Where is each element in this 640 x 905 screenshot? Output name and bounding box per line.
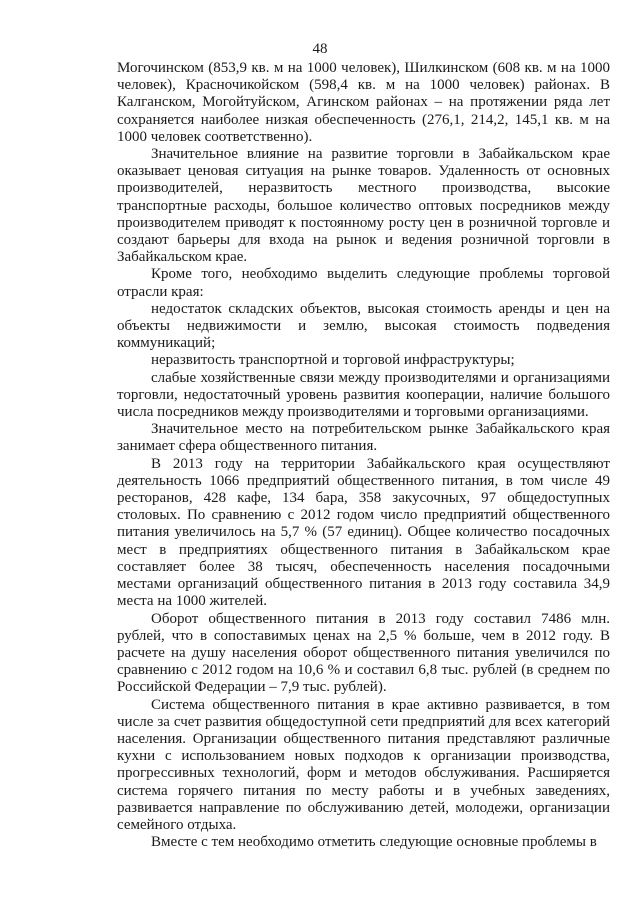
list-item: недостаток складских объектов, высокая стоимость аренды и цен на объекты недвижимости и землю, высокая стоимость подведения коммуникаций; [117, 300, 610, 352]
paragraph: Кроме того, необходимо выделить следующие проблемы торговой отрасли края: [117, 266, 610, 300]
list-item: слабые хозяйственные связи между производителями и организациями торговли, недостаточный уровень развития кооперации, наличие большого числа посредников между производителями и торговыми организациями. [117, 369, 610, 421]
list-item: неразвитость транспортной и торговой инфраструктуры; [151, 352, 515, 369]
paragraph: В 2013 году на территории Забайкальского края осуществляют деятельность 1066 предприятий общественного питания, в том числе 49 ресторанов, 428 кафе, 134 бара, 358 закусочных, 97 общедоступных столовых. По сравнению с 2012 годом число предприятий общественного питания увеличилось на 5,7 % (57 единиц). Общее количество посадочных мест в предприятиях общественного питания в Забайкальском крае составляет более 38 тысяч, обеспеченность населения посадочными местами организаций общественного питания в 2013 году составила 34,9 места на 1000 жителей. [117, 455, 610, 610]
paragraph: Могочинском (853,9 кв. м на 1000 человек), Шилкинском (608 кв. м на 1000 человек), Красночикойском (598,4 кв. м на 1000 человек) районах. В Калганском, Могойтуйском, Агинском районах – на протяжении ряда лет сохраняется наиболее низкая обеспеченность (276,1, 214,2, 145,1 кв. м на 1000 человек соответственно). [117, 60, 610, 145]
body-text [117, 60, 610, 851]
paragraph: Вместе с тем необходимо отметить следующие основные проблемы в [151, 834, 597, 851]
paragraph: Значительное влияние на развитие торговли в Забайкальском крае оказывает ценовая ситуация на рынке товаров. Удаленность от основных производителей, неразвитость местного производства, высокие транспортные расходы, большое количество оптовых посредников между производителем приводят к постоянному росту цен в розничной торговле и создают барьеры для входа на рынок и ведения розничной торговли в Забайкальском крае. [117, 146, 610, 266]
paragraph: Оборот общественного питания в 2013 году составил 7486 млн. рублей, что в сопоставимых ценах на 2,5 % больше, чем в 2012 году. В расчете на душу населения оборот общественного питания увеличился по сравнению с 2012 годом на 10,6 % и составил 6,8 тыс. рублей (в среднем по Российской Федерации – 7,9 тыс. рублей). [117, 610, 610, 696]
page-number: 48 [312, 41, 328, 57]
paragraph: Система общественного питания в крае активно развивается, в том числе за счет развития общедоступной сети предприятий для всех категорий населения. Организации общественного питания представляют различные кухни с использованием новых подходов к организации производства, прогрессивных технологий, форм и методов обслуживания. Расширяется система горячего питания по месту работы и в учебных заведениях, развивается направление по обслуживанию детей, молодежи, организации семейного отдыха. [117, 696, 610, 833]
paragraph: Значительное место на потребительском рынке Забайкальского края занимает сфера общественного питания. [117, 421, 610, 455]
